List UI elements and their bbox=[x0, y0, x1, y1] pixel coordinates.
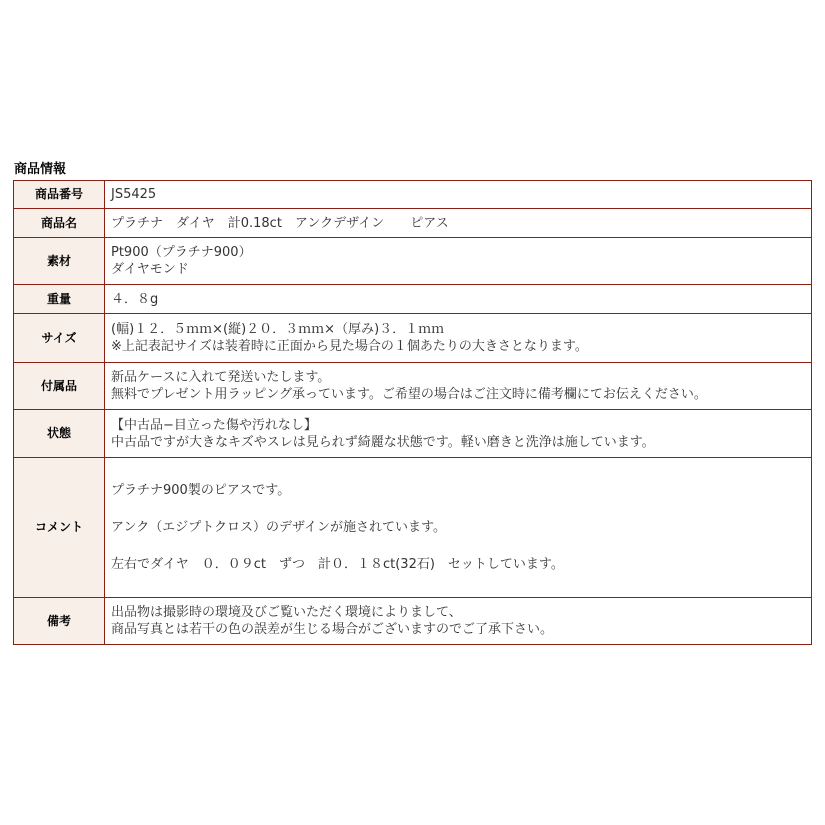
value-line: ４．８g bbox=[111, 291, 159, 307]
row-label: サイズ bbox=[14, 314, 105, 363]
row-value bbox=[105, 181, 812, 209]
row-condition bbox=[14, 410, 812, 458]
row-remarks bbox=[14, 598, 812, 645]
row-value bbox=[105, 363, 812, 410]
value-line: アンク（エジプトクロス）のデザインが施されています。 bbox=[111, 520, 447, 535]
row-label: コメント bbox=[14, 458, 105, 598]
row-label: 商品名 bbox=[14, 209, 105, 238]
product-info-table bbox=[13, 180, 812, 645]
value-line: Pt900（プラチナ900） bbox=[111, 245, 252, 260]
value-line: JS5425 bbox=[111, 187, 157, 202]
row-material bbox=[14, 238, 812, 285]
value-line: ダイヤモンド bbox=[111, 262, 189, 277]
row-value bbox=[105, 209, 812, 238]
row-label: 素材 bbox=[14, 238, 105, 285]
row-label: 商品番号 bbox=[14, 181, 105, 209]
value-line: 中古品ですが大きなキズやスレは見られず綺麗な状態です。軽い磨きと洗浄は施しています。 bbox=[111, 434, 655, 450]
section-title: 商品情報 bbox=[14, 162, 67, 177]
row-product-name bbox=[14, 209, 812, 238]
row-value bbox=[105, 598, 812, 645]
row-comment bbox=[14, 458, 812, 598]
row-product-number bbox=[14, 181, 812, 209]
value-line: ※上記表記サイズは装着時に正面から見た場合の１個あたりの大きさとなります。 bbox=[111, 339, 588, 354]
row-value bbox=[105, 285, 812, 314]
value-line: 左右でダイヤ ０．０９ct ずつ 計０．１８ct(32石) セットしています。 bbox=[111, 557, 564, 572]
value-line: プラチナ ダイヤ 計0.18ct アンクデザイン ピアス bbox=[111, 215, 449, 231]
value-line: 出品物は撮影時の環境及びご覧いただく環境によりまして、 bbox=[111, 605, 462, 620]
row-value bbox=[105, 314, 812, 363]
row-value bbox=[105, 458, 812, 598]
row-label: 状態 bbox=[14, 410, 105, 458]
row-value bbox=[105, 238, 812, 285]
value-line: (幅)１２．５ｍｍ×(縦)２０．３ｍｍ×（厚み)３．１ｍｍ bbox=[111, 322, 445, 337]
row-weight bbox=[14, 285, 812, 314]
row-value bbox=[105, 410, 812, 458]
value-line: 【中古品−目立った傷や汚れなし】 bbox=[111, 417, 317, 433]
value-line: 商品写真とは若干の色の誤差が生じる場合がございますのでご了承下さい。 bbox=[111, 622, 554, 637]
value-line: 新品ケースに入れて発送いたします。 bbox=[111, 370, 331, 385]
row-size bbox=[14, 314, 812, 363]
row-label: 重量 bbox=[14, 285, 105, 314]
value-line: プラチナ900製のピアスです。 bbox=[111, 483, 291, 498]
row-label: 備考 bbox=[14, 598, 105, 645]
value-line: 無料でプレゼント用ラッピング承っています。ご希望の場合はご注文時に備考欄にてお伝えください。 bbox=[111, 387, 707, 402]
row-label: 付属品 bbox=[14, 363, 105, 410]
row-accessories bbox=[14, 363, 812, 410]
